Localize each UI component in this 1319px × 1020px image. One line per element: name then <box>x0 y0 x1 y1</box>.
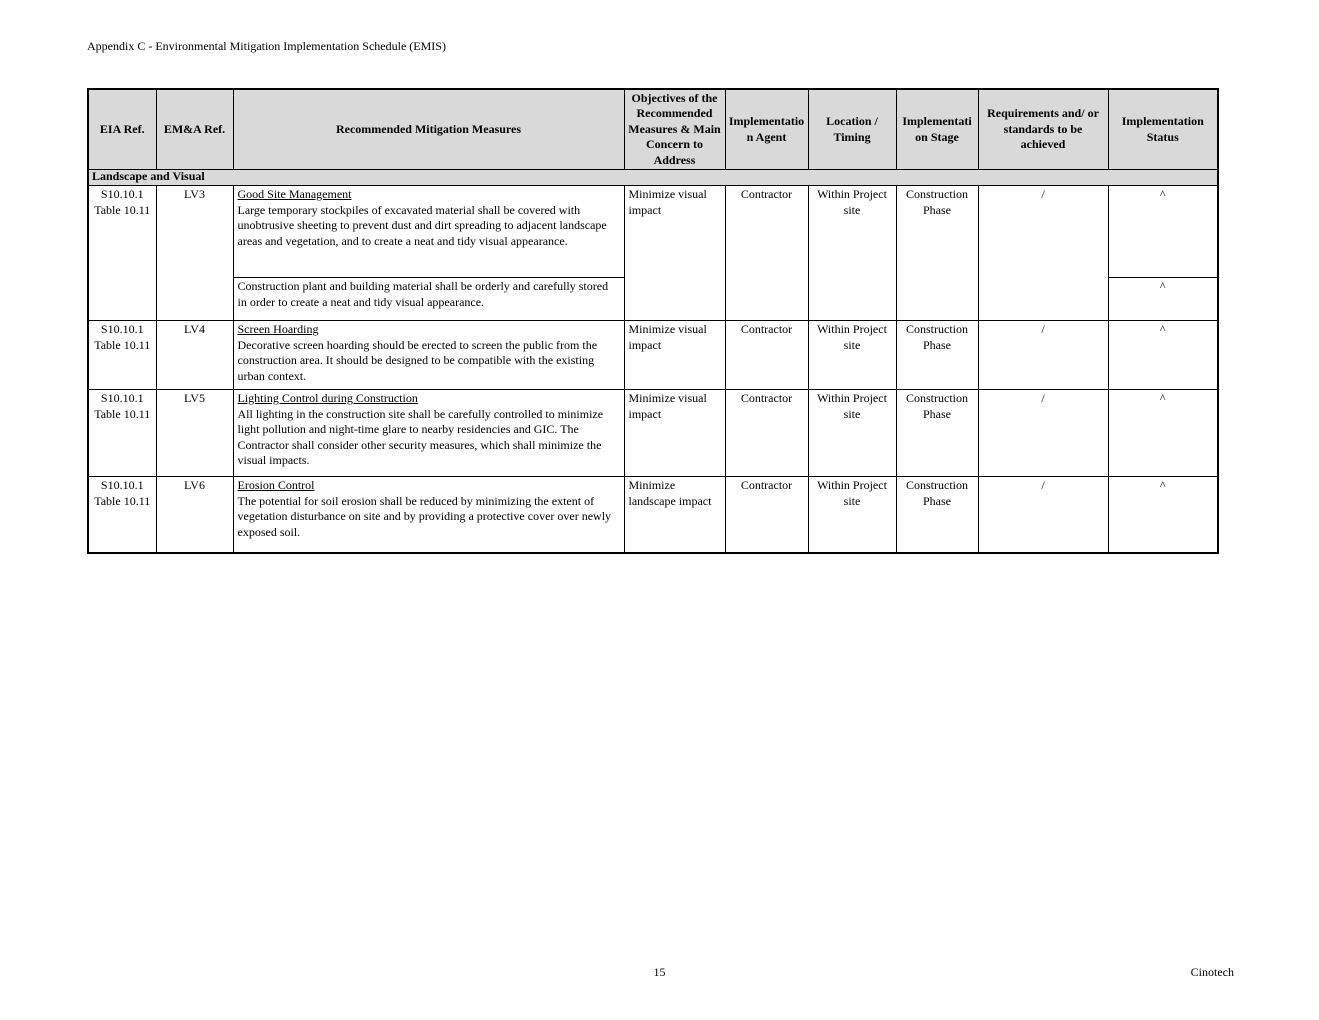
appendix-title: Appendix C - Environmental Mitigation Implementation Schedule (EMIS) <box>87 39 446 53</box>
section-row <box>88 170 1218 186</box>
stage-cell: Construction Phase <box>896 477 978 553</box>
ema-ref-cell: LV3 <box>156 186 233 321</box>
table-row <box>88 186 1218 278</box>
measure-text: Decorative screen hoarding should be erected to screen the public from the construction area. It should be designed to be compatible with the existing urban context. <box>237 337 598 383</box>
measure-text: Construction plant and building material shall be orderly and carefully stored in order to create a neat and tidy visual appearance. <box>237 279 609 309</box>
status-cell: ^ <box>1108 477 1218 553</box>
measures-cell <box>233 477 624 553</box>
requirements-cell: / <box>978 390 1108 477</box>
location-cell: Within Project site <box>808 321 896 390</box>
footer-company: Cinotech <box>1190 965 1234 979</box>
status-cell: ^ <box>1108 390 1218 477</box>
column-header-measures: Recommended Mitigation Measures <box>233 89 624 170</box>
requirements-cell: / <box>978 477 1108 553</box>
measure-title: Erosion Control <box>237 478 315 493</box>
measures-cell <box>233 278 624 321</box>
table-row <box>88 321 1218 390</box>
location-cell: Within Project site <box>808 477 896 553</box>
emis-table <box>87 88 1219 554</box>
agent-cell: Contractor <box>725 477 808 553</box>
measure-title: Good Site Management <box>237 187 352 202</box>
objectives-cell: Minimize visual impact <box>624 390 725 477</box>
page-number: 15 <box>653 965 666 979</box>
measures-cell <box>233 390 624 477</box>
measure-text: The potential for soil erosion shall be reduced by minimizing the extent of vegetation disturbance on site and by providing a protective cover over newly exposed soil. <box>237 493 612 539</box>
column-header-ema-ref: EM&A Ref. <box>156 89 233 170</box>
ema-ref-cell: LV4 <box>156 321 233 390</box>
table-row <box>88 390 1218 477</box>
measure-title: Screen Hoarding <box>237 322 319 337</box>
objectives-cell: Minimize visual impact <box>624 186 725 321</box>
measures-cell <box>233 186 624 278</box>
table-header-row <box>88 89 1218 170</box>
location-cell: Within Project site <box>808 390 896 477</box>
objectives-cell: Minimize visual impact <box>624 321 725 390</box>
status-cell: ^ <box>1108 321 1218 390</box>
eia-ref-cell: S10.10.1 Table 10.11 <box>88 321 156 390</box>
column-header-eia-ref: EIA Ref. <box>88 89 156 170</box>
ema-ref-cell: LV6 <box>156 477 233 553</box>
eia-ref-cell: S10.10.1 Table 10.11 <box>88 477 156 553</box>
location-cell: Within Project site <box>808 186 896 321</box>
agent-cell: Contractor <box>725 186 808 321</box>
stage-cell: Construction Phase <box>896 186 978 321</box>
requirements-cell: / <box>978 186 1108 321</box>
column-header-requirements: Requirements and/ or standards to be achieved <box>978 89 1108 170</box>
agent-cell: Contractor <box>725 321 808 390</box>
ema-ref-cell: LV5 <box>156 390 233 477</box>
measure-text: All lighting in the construction site shall be carefully controlled to minimize light pollution and night-time glare to nearby residencies and GIC. The Contractor shall consider other security measures, which shall minimize the visual impacts. <box>237 406 604 468</box>
measure-text: Large temporary stockpiles of excavated material shall be covered with unobtrusive sheeting to prevent dust and dirt spreading to adjacent landscape areas and vegetation, and to create a neat and tidy visual appearance. <box>237 202 607 248</box>
table-row <box>88 477 1218 553</box>
status-cell: ^ <box>1108 186 1218 278</box>
section-header: Landscape and Visual <box>88 170 1218 186</box>
measure-title: Lighting Control during Construction <box>237 391 418 406</box>
objectives-cell: Minimize landscape impact <box>624 477 725 553</box>
agent-cell: Contractor <box>725 390 808 477</box>
column-header-objectives: Objectives of the Recommended Measures & Main Concern to Address <box>624 89 725 170</box>
column-header-agent: Implementation Agent <box>725 89 808 170</box>
eia-ref-cell: S10.10.1 Table 10.11 <box>88 186 156 321</box>
column-header-stage: Implementation Stage <box>896 89 978 170</box>
measures-cell <box>233 321 624 390</box>
requirements-cell: / <box>978 321 1108 390</box>
stage-cell: Construction Phase <box>896 390 978 477</box>
eia-ref-cell: S10.10.1 Table 10.11 <box>88 390 156 477</box>
stage-cell: Construction Phase <box>896 321 978 390</box>
status-cell: ^ <box>1108 278 1218 321</box>
column-header-location-timing: Location / Timing <box>808 89 896 170</box>
column-header-status: Implementation Status <box>1108 89 1218 170</box>
